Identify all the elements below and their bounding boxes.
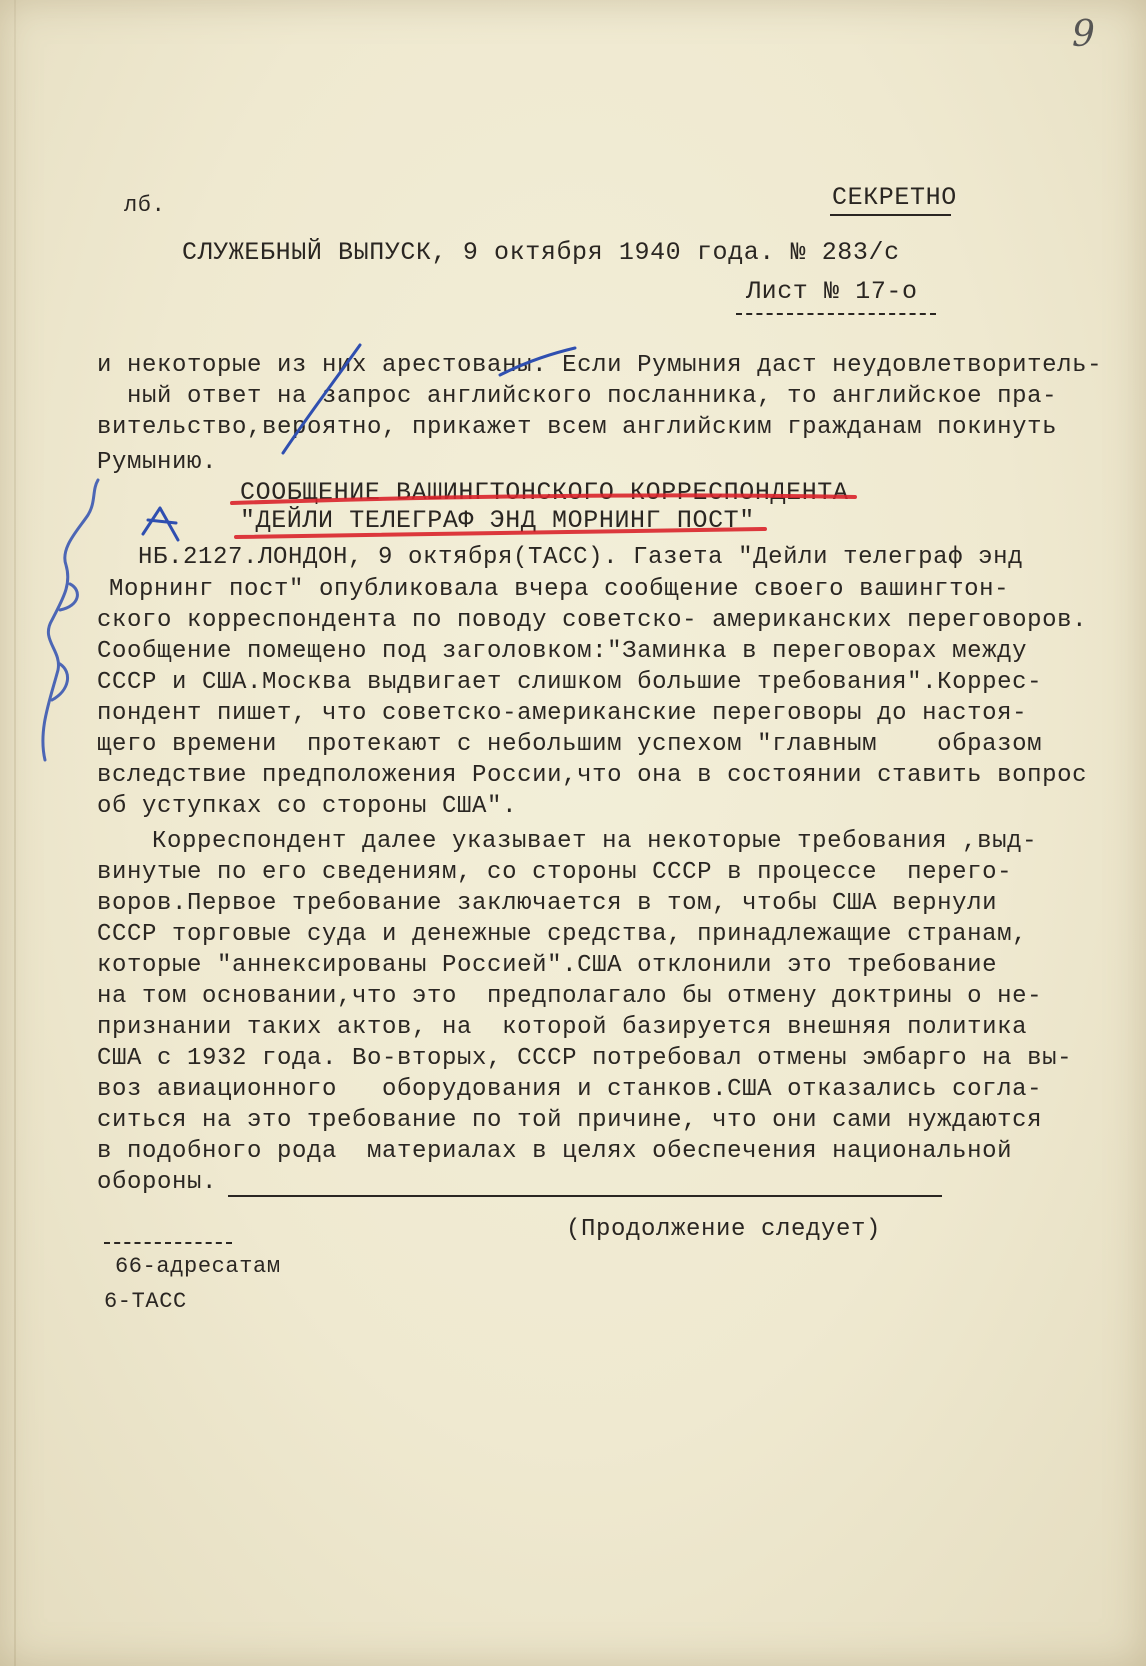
typist-initials: лб. <box>124 193 166 218</box>
paragraph1-line: вследствие предположения России,что она в состоянии ставить вопрос <box>97 762 1088 789</box>
distribution-line: 6-ТАСС <box>104 1289 187 1314</box>
paragraph2-line: ситься на это требование по той причине, что они сами нуждаются <box>97 1107 1043 1134</box>
paragraph1-line: Морнинг пост" опубликовала вчера сообщение своего вашингтон- <box>109 576 1010 603</box>
blue-check-mark-2 <box>500 348 575 375</box>
paragraph1-line: НБ.2127.ЛОНДОН, 9 октября(ТАСС). Газета "Дейли телеграф энд <box>138 544 1024 571</box>
paragraph1-line: об уступках со стороны США". <box>97 793 518 820</box>
paragraph2-line: винутые по его сведениям, со стороны СССР в процессе перего- <box>97 859 1013 886</box>
paragraph1-line: ского корреспондента по поводу советско- американских переговоров. <box>97 607 1088 634</box>
paragraph2-line: США с 1932 года. Во-вторых, СССР потребовал отмены эмбарго на вы- <box>97 1045 1073 1072</box>
blue-check-mark-3 <box>143 508 178 540</box>
red-underline-heading-2 <box>236 529 765 537</box>
paragraph1-line: пондент пишет, что советско-американские переговоры до настоя- <box>97 700 1028 727</box>
classification-stamp: СЕКРЕТНО <box>832 183 957 212</box>
blue-check-mark-1 <box>283 345 360 453</box>
continuation-line: и некоторые из них арестованы. Если Румыния даст неудовлетворитель- <box>97 352 1103 379</box>
paragraph2-line: Корреспондент далее указывает на некоторые требования ,выд- <box>152 828 1038 855</box>
paragraph1-line: СССР и США.Москва выдвигает слишком большие требования".Коррес- <box>97 669 1043 696</box>
red-underline-heading-1 <box>232 495 855 503</box>
paragraph1-line: щего времени протекают с небольшим успехом "главным образом <box>97 731 1043 758</box>
paragraph1-line: Сообщение помещено под заголовком:"Заминка в переговорах между <box>97 638 1028 665</box>
distribution-line: 66-адресатам <box>115 1254 281 1279</box>
paragraph2-line: СССР торговые суда и денежные средства, принадлежащие странам, <box>97 921 1028 948</box>
article-heading-line-1: СООБЩЕНИЕ ВАШИНГТОНСКОГО КОРРЕСПОНДЕНТА <box>240 478 849 507</box>
paragraph2-line: воров.Первое требование заключается в том, чтобы США вернули <box>97 890 998 917</box>
page-number: 9 <box>1072 14 1096 55</box>
paragraph2-line: признании таких актов, на которой базируется внешняя политика <box>97 1014 1028 1041</box>
sheet-label: Лист № 17-о <box>746 277 918 306</box>
blue-handwritten-signature <box>43 480 98 760</box>
issue-line: СЛУЖЕБНЫЙ ВЫПУСК, 9 октября 1940 года. № 283/с <box>182 238 900 267</box>
paragraph2-line: обороны. <box>97 1169 218 1196</box>
continued-note: (Продолжение следует) <box>566 1216 882 1243</box>
paragraph2-line: в подобного рода материалах в целях обеспечения национальной <box>97 1138 1013 1165</box>
continuation-line: ный ответ на запрос английского посланника, то английское пра- <box>127 383 1058 410</box>
article-heading-line-2: "ДЕЙЛИ ТЕЛЕГРАФ ЭНД МОРНИНГ ПОСТ" <box>240 506 755 535</box>
continuation-line: Румынию. <box>97 449 218 476</box>
paragraph2-line: которые "аннексированы Россией".США отклонили это требование <box>97 952 998 979</box>
paragraph2-line: воз авиационного оборудования и станков.США отказались согла- <box>97 1076 1043 1103</box>
continuation-line: вительство,вероятно, прикажет всем английским гражданам покинуть <box>97 414 1058 441</box>
paragraph2-line: на том основании,что это предполагало бы отмену доктрины о не- <box>97 983 1043 1010</box>
